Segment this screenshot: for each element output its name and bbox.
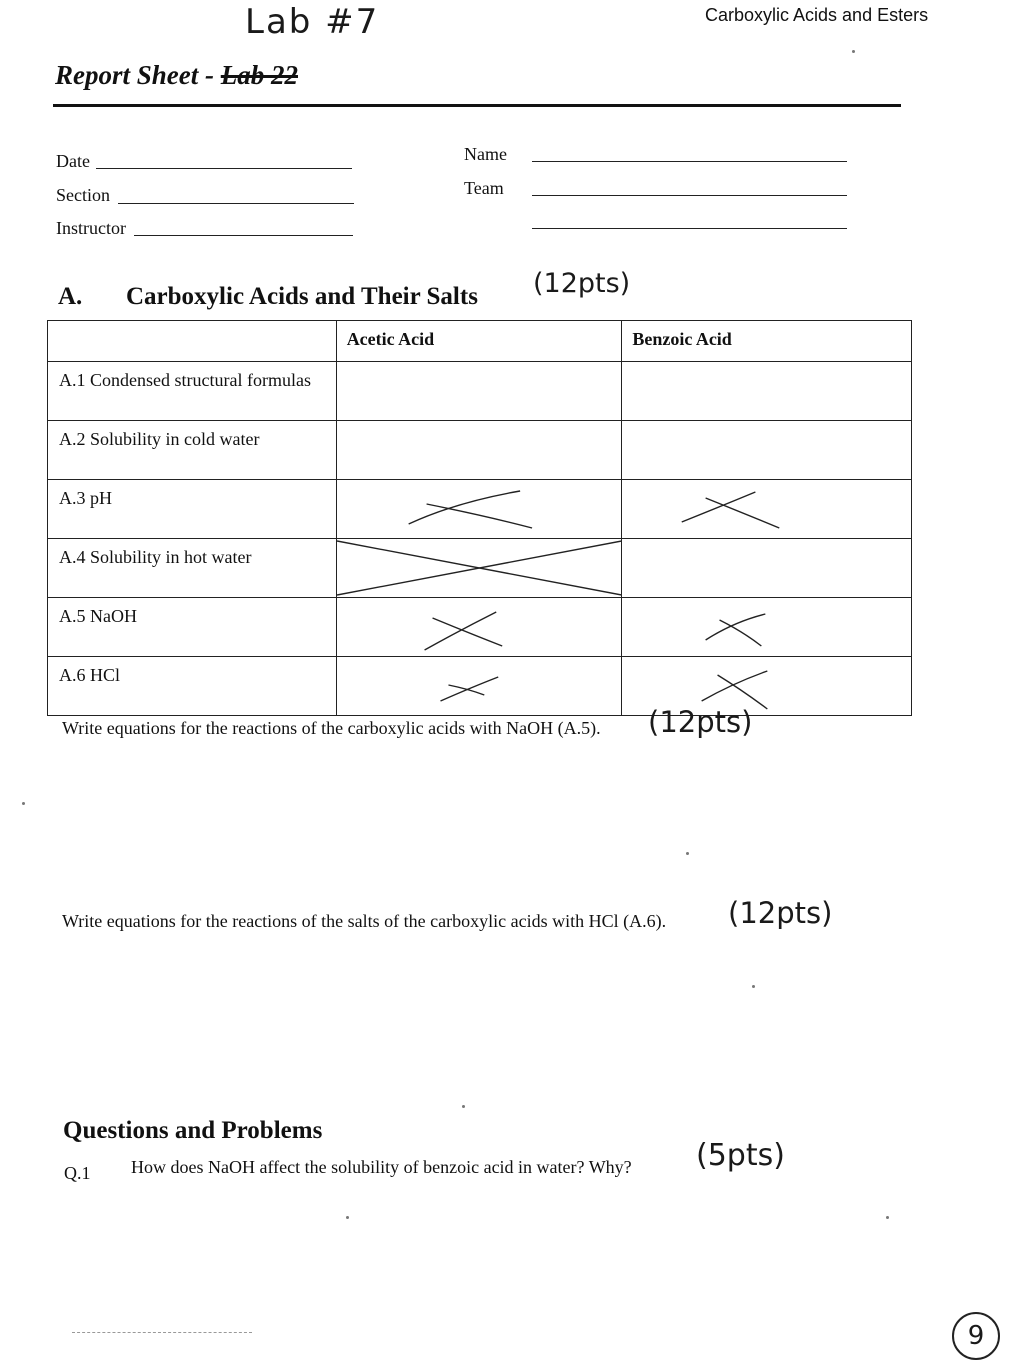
table-corner-cell xyxy=(48,321,337,362)
table-row xyxy=(48,598,912,657)
scan-speck xyxy=(22,802,25,805)
q1-text: How does NaOH affect the solubility of benzoic acid in water? Why? xyxy=(131,1157,632,1177)
cell-benzoic-cold-solubility[interactable] xyxy=(622,421,912,480)
team-label: Team xyxy=(464,178,504,198)
cross-out-mark xyxy=(337,598,622,656)
cross-out-mark xyxy=(337,657,622,715)
q1-points: (5pts) xyxy=(696,1138,785,1173)
section-a-heading xyxy=(58,283,478,311)
team-line-2[interactable] xyxy=(532,228,847,229)
report-title xyxy=(55,60,298,91)
team-line[interactable] xyxy=(532,195,847,196)
section-line[interactable] xyxy=(118,203,354,204)
naoh-equation-points: (12pts) xyxy=(648,705,753,739)
cell-benzoic-formula[interactable] xyxy=(622,362,912,421)
scan-speck xyxy=(462,1105,465,1108)
cross-out-mark xyxy=(337,480,622,538)
cell-acetic-cold-solubility[interactable] xyxy=(336,421,622,480)
section-label: Section xyxy=(56,185,110,205)
instructor-line[interactable] xyxy=(134,235,353,236)
column-benzoic-acid: Benzoic Acid xyxy=(622,321,912,362)
report-title-prefix: Report Sheet - xyxy=(55,60,221,90)
row-label-hot-solubility: A.4 Solubility in hot water xyxy=(48,539,337,598)
hcl-equation-points: (12pts) xyxy=(728,896,833,930)
row-label-naoh: A.5 NaOH xyxy=(48,598,337,657)
cross-out-mark xyxy=(337,539,622,597)
row-label-ph: A.3 pH xyxy=(48,480,337,539)
title-rule xyxy=(53,104,901,107)
cell-benzoic-hot-solubility[interactable] xyxy=(622,539,912,598)
scan-smudge xyxy=(72,1332,252,1334)
naoh-equation-instruction: Write equations for the reactions of the carboxylic acids with NaOH (A.5). xyxy=(62,718,601,738)
name-label: Name xyxy=(464,144,507,164)
scan-speck xyxy=(686,852,689,855)
cell-acetic-hcl[interactable] xyxy=(336,657,622,716)
hcl-equation-instruction: Write equations for the reactions of the salts of the carboxylic acids with HCl (A.6). xyxy=(62,911,667,931)
section-a-title: Carboxylic Acids and Their Salts xyxy=(126,283,478,310)
cell-acetic-ph[interactable] xyxy=(336,480,622,539)
table-header-row xyxy=(48,321,912,362)
scan-speck xyxy=(752,985,755,988)
cell-acetic-hot-solubility[interactable] xyxy=(336,539,622,598)
q1-number: Q.1 xyxy=(64,1163,91,1183)
table-row xyxy=(48,657,912,716)
cross-out-mark xyxy=(622,480,911,538)
cell-acetic-naoh[interactable] xyxy=(336,598,622,657)
table-row xyxy=(48,539,912,598)
table-row xyxy=(48,421,912,480)
row-label-structural-formulas: A.1 Condensed structural formulas xyxy=(48,362,337,421)
scan-speck xyxy=(852,50,855,53)
scan-speck xyxy=(886,1216,889,1219)
table-row xyxy=(48,480,912,539)
questions-heading: Questions and Problems xyxy=(63,1117,323,1144)
scan-speck xyxy=(346,1216,349,1219)
table-row xyxy=(48,362,912,421)
cross-out-mark xyxy=(622,598,911,656)
section-a-points: (12pts) xyxy=(533,268,631,299)
struck-lab-number: Lab 22 xyxy=(220,60,298,90)
name-line[interactable] xyxy=(532,161,847,162)
row-label-hcl: A.6 HCl xyxy=(48,657,337,716)
instructor-label: Instructor xyxy=(56,218,126,238)
cell-acetic-formula[interactable] xyxy=(336,362,622,421)
page-number: 9 xyxy=(952,1312,1000,1360)
cell-benzoic-naoh[interactable] xyxy=(622,598,912,657)
lab-number-handwritten: Lab #7 xyxy=(245,2,380,42)
subject-header: Carboxylic Acids and Esters xyxy=(705,5,929,25)
carboxylic-acids-table xyxy=(47,320,912,716)
row-label-cold-solubility: A.2 Solubility in cold water xyxy=(48,421,337,480)
section-a-letter: A. xyxy=(58,283,83,310)
date-line[interactable] xyxy=(96,168,352,169)
cell-benzoic-ph[interactable] xyxy=(622,480,912,539)
column-acetic-acid: Acetic Acid xyxy=(336,321,622,362)
date-label: Date xyxy=(56,151,90,171)
